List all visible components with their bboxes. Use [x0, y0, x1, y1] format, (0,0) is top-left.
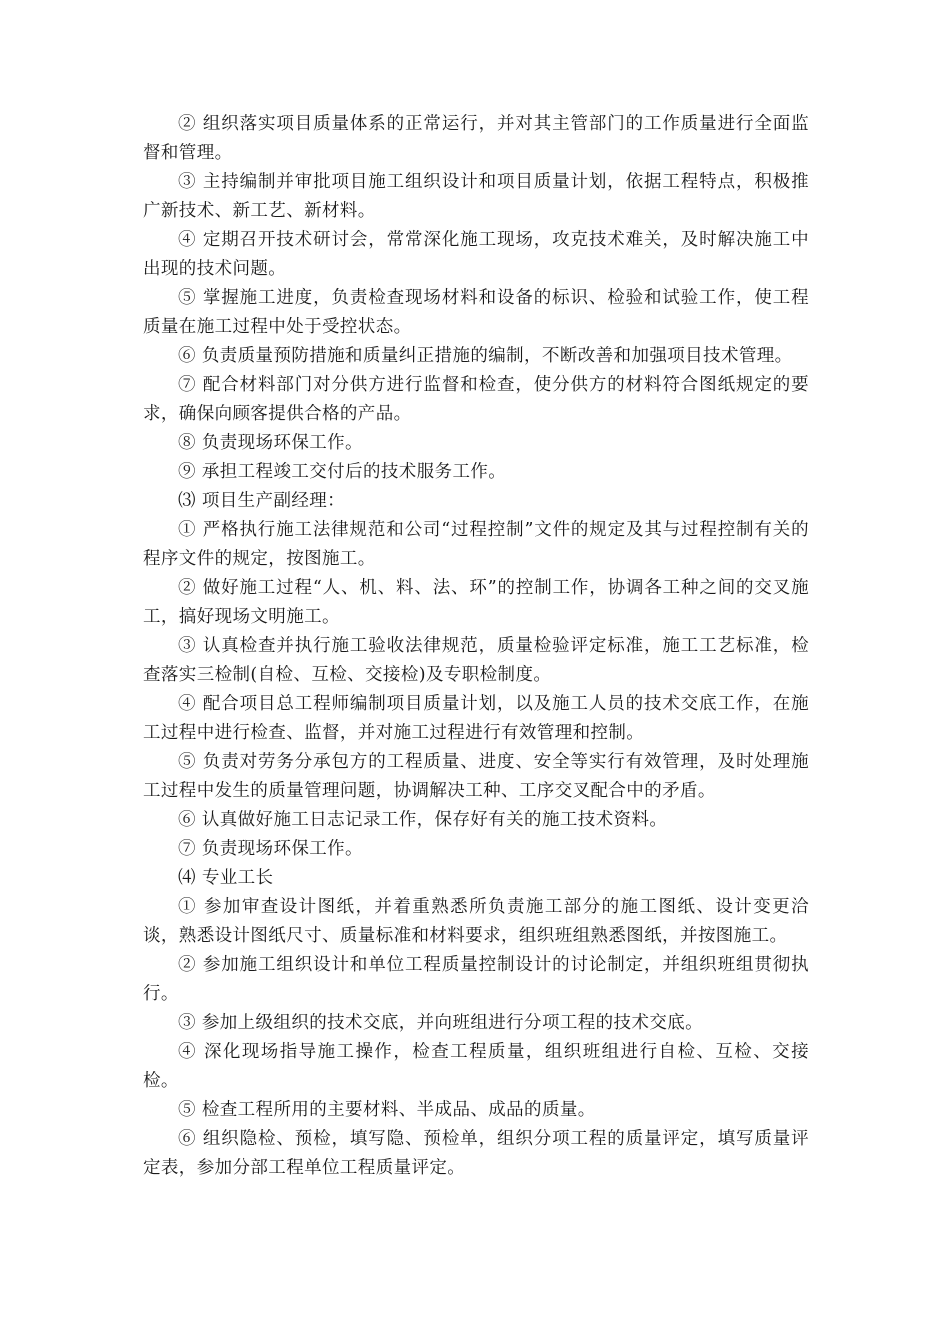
section-heading: ⑶ 项目生产副经理：: [178, 491, 346, 511]
paragraph: ⑥ 负责质量预防措施和质量纠正措施的编制，不断改善和加强项目技术管理。: [178, 346, 793, 366]
paragraph: ② 组织落实项目质量体系的正常运行，并对其主管部门的工作质量进行全面监督和管理。: [143, 114, 809, 163]
section-heading: ⑷ 专业工长: [178, 868, 274, 888]
paragraph: ⑦ 负责现场环保工作。: [178, 839, 363, 859]
paragraph: ② 做好施工过程“人、机、料、法、环”的控制工作，协调各工种之间的交叉施工，搞好现场文明施工。: [143, 578, 809, 627]
paragraph: ① 参加审查设计图纸，并着重熟悉所负责施工部分的施工图纸、设计变更洽谈，熟悉设计图纸尺寸、质量标准和材料要求，组织班组熟悉图纸，并按图施工。: [143, 897, 809, 946]
paragraph: ⑥ 组织隐检、预检，填写隐、预检单，组织分项工程的质量评定，填写质量评定表，参加分部工程单位工程质量评定。: [143, 1129, 809, 1178]
paragraph: ② 参加施工组织设计和单位工程质量控制设计的讨论制定，并组织班组贯彻执行。: [143, 955, 809, 1004]
paragraph: ⑧ 负责现场环保工作。: [178, 433, 363, 453]
paragraph: ③ 主持编制并审批项目施工组织设计和项目质量计划，依据工程特点，积极推广新技术、新工艺、新材料。: [143, 172, 809, 221]
paragraph: ⑤ 负责对劳务分承包方的工程质量、进度、安全等实行有效管理，及时处理施工过程中发生的质量管理问题，协调解决工种、工序交叉配合中的矛盾。: [143, 752, 809, 801]
paragraph: ④ 定期召开技术研讨会，常常深化施工现场，攻克技术难关，及时解决施工中出现的技术问题。: [143, 230, 809, 279]
paragraph: ⑥ 认真做好施工日志记录工作，保存好有关的施工技术资料。: [178, 810, 668, 830]
paragraph: ⑦ 配合材料部门对分供方进行监督和检查，使分供方的材料符合图纸规定的要求，确保向顾客提供合格的产品。: [143, 375, 809, 424]
paragraph: ④ 配合项目总工程师编制项目质量计划，以及施工人员的技术交底工作，在施工过程中进行检查、监督，并对施工过程进行有效管理和控制。: [143, 694, 809, 743]
paragraph: ① 严格执行施工法律规范和公司“过程控制”文件的规定及其与过程控制有关的程序文件的规定，按图施工。: [143, 520, 809, 569]
paragraph: ⑤ 掌握施工进度，负责检查现场材料和设备的标识、检验和试验工作，使工程质量在施工过程中处于受控状态。: [143, 288, 809, 337]
paragraph: ③ 认真检查并执行施工验收法律规范，质量检验评定标准，施工工艺标准，检查落实三检制(自检、互检、交接检)及专职检制度。: [143, 636, 809, 685]
paragraph: ③ 参加上级组织的技术交底，并向班组进行分项工程的技术交底。: [178, 1013, 704, 1033]
document-page: [143, 110, 809, 1183]
paragraph: ④ 深化现场指导施工操作，检查工程质量，组织班组进行自检、互检、交接检。: [143, 1042, 809, 1091]
paragraph: ⑨ 承担工程竣工交付后的技术服务工作。: [178, 462, 507, 482]
paragraph: ⑤ 检查工程所用的主要材料、半成品、成品的质量。: [178, 1100, 596, 1120]
